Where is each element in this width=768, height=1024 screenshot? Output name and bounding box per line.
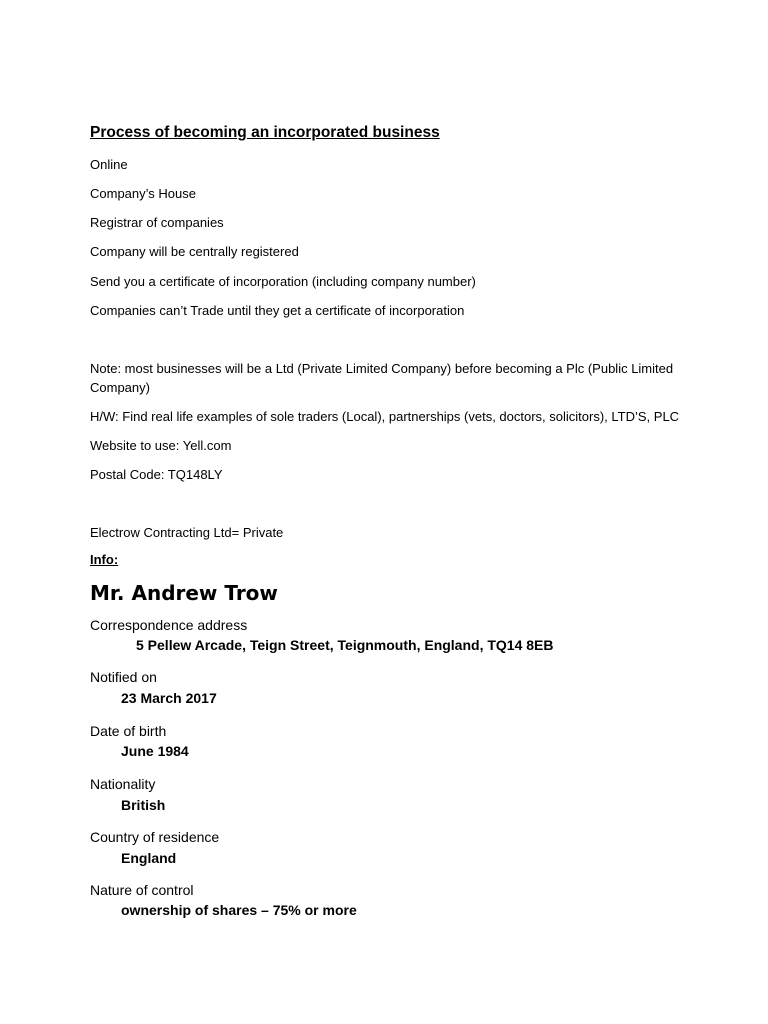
- text-line-certificate: Send you a certificate of incorporation (including company number): [90, 274, 476, 289]
- postal-code-line: Postal Code: TQ148LY: [90, 467, 223, 482]
- text-line-registrar: Registrar of companies: [90, 215, 224, 230]
- homework-line: H/W: Find real life examples of sole traders (Local), partnerships (vets, doctors, solicitors), LTD’S, PLC: [90, 409, 680, 424]
- notified-on-label: Notified on: [90, 669, 157, 685]
- website-line: Website to use: Yell.com: [90, 438, 232, 453]
- country-of-residence-label: Country of residence: [90, 829, 220, 845]
- nationality-value: British: [121, 797, 166, 813]
- correspondence-address-label: Correspondence address: [90, 617, 248, 633]
- text-line-online: Online: [90, 157, 128, 172]
- correspondence-address-value: 5 Pellew Arcade, Teign Street, Teignmouth, England, TQ14 8EB: [136, 637, 554, 653]
- company-line: Electrow Contracting Ltd= Private: [90, 525, 284, 540]
- info-label: Info:: [90, 552, 119, 567]
- date-of-birth-value: June 1984: [121, 743, 189, 759]
- date-of-birth-label: Date of birth: [90, 723, 167, 739]
- country-of-residence-value: England: [121, 850, 177, 866]
- nationality-label: Nationality: [90, 776, 156, 792]
- officer-name: Mr. Andrew Trow: [90, 581, 278, 605]
- note-paragraph: Note: most businesses will be a Ltd (Private Limited Company) before becoming a Plc (Public Limited Company): [90, 361, 674, 395]
- notified-on-value: 23 March 2017: [121, 690, 217, 706]
- text-line-trade-restriction: Companies can’t Trade until they get a certificate of incorporation: [90, 303, 465, 318]
- text-line-companies-house: Company’s House: [90, 186, 196, 201]
- nature-of-control-label: Nature of control: [90, 882, 194, 898]
- document-heading: Process of becoming an incorporated business: [90, 124, 440, 141]
- nature-of-control-value: ownership of shares – 75% or more: [121, 902, 357, 918]
- text-line-central-registration: Company will be centrally registered: [90, 244, 299, 259]
